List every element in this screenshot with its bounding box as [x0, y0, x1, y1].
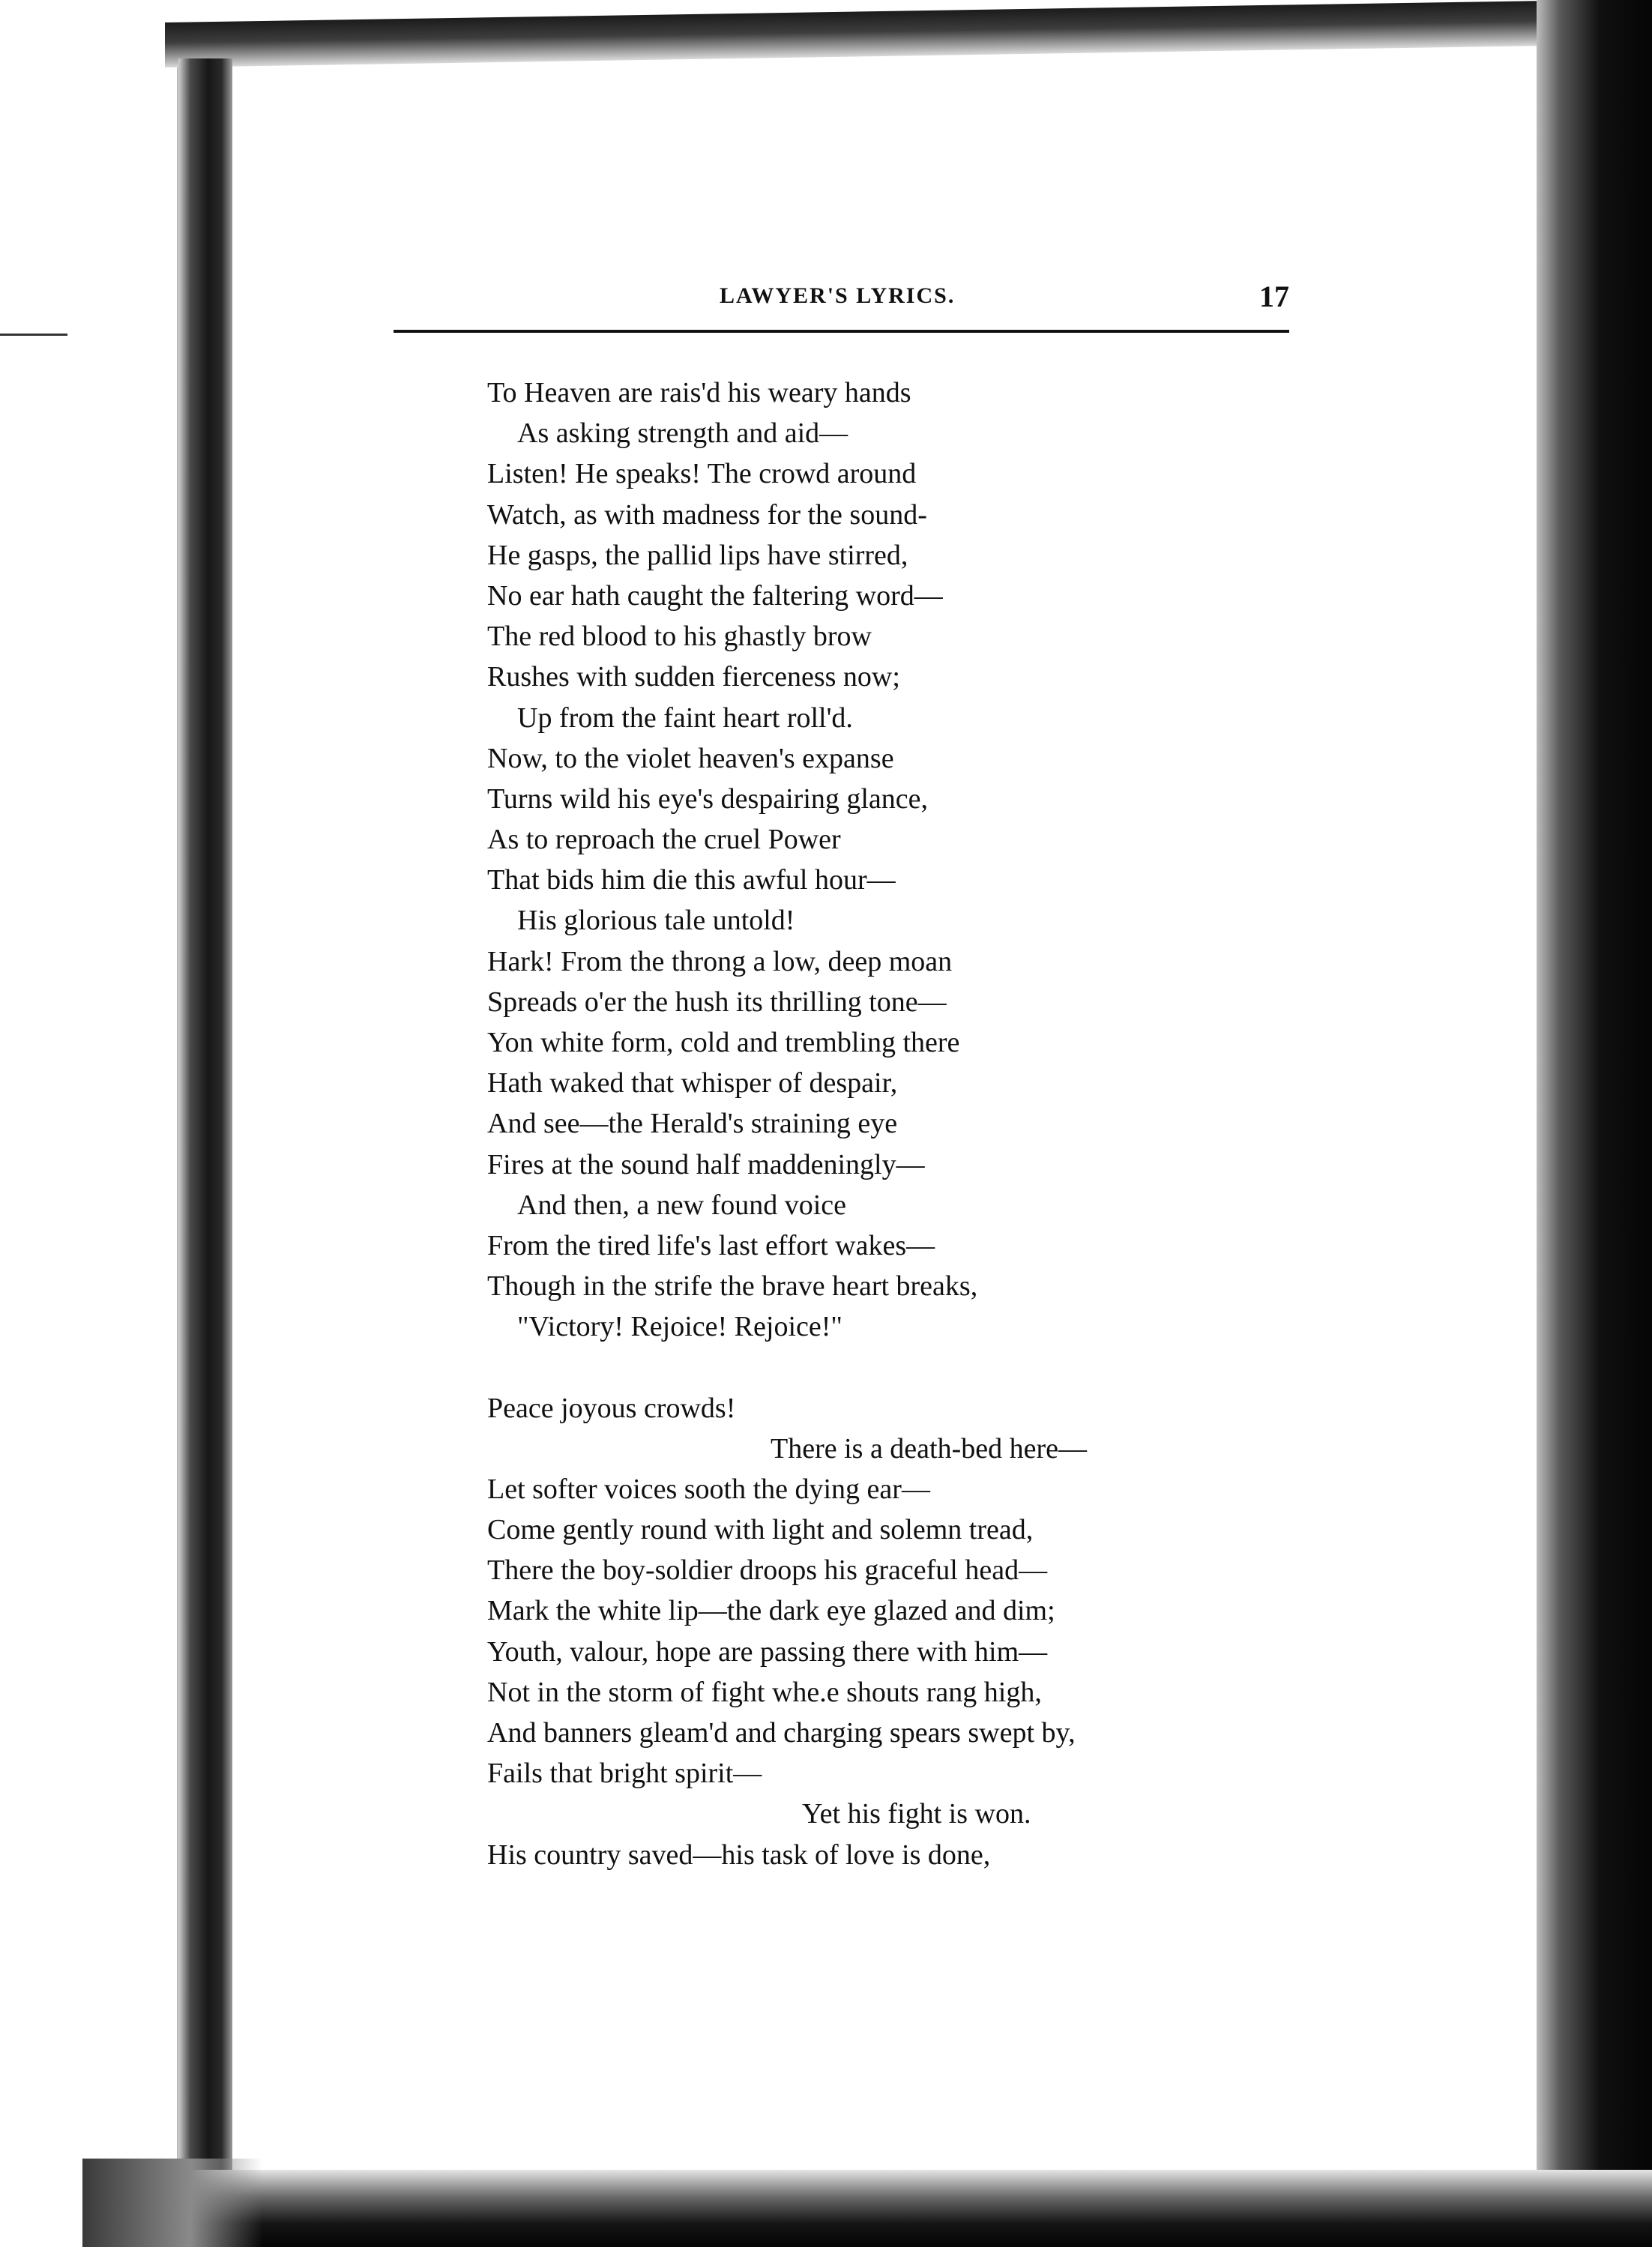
poem-line: Hath waked that whisper of despair, [487, 1067, 898, 1100]
poem-line: He gasps, the pallid lips have stirred, [487, 539, 908, 571]
poem-line: Spreads o'er the hush its thrilling tone— [487, 986, 947, 1018]
poem-line: As asking strength and aid— [517, 417, 848, 450]
right-page-shadow [1537, 0, 1652, 2247]
poem-line: Now, to the violet heaven's expanse [487, 742, 894, 774]
stanza-break [487, 1348, 1312, 1388]
facing-page-edge [0, 60, 178, 2247]
poem-line: Come gently round with light and solemn tread, [487, 1514, 1034, 1546]
poem-line: There the boy-soldier droops his graceful head— [487, 1554, 1048, 1587]
bottom-page-shadow [82, 2170, 1652, 2247]
poem-line: To Heaven are rais'd his weary hands [487, 377, 911, 408]
poem-line: Yet his fight is won. [802, 1798, 1031, 1830]
poem-line: Though in the strife the brave heart breaks, [487, 1270, 978, 1303]
poem-line: His glorious tale untold! [517, 905, 795, 937]
poem-line: And see—the Herald's straining eye [487, 1108, 898, 1140]
poem-line: Watch, as with madness for the sound- [487, 498, 927, 531]
margin-mark [0, 334, 67, 336]
poem-line: No ear hath caught the faltering word— [487, 579, 943, 612]
poem-line: Listen! He speaks! The crowd around [487, 458, 917, 490]
corner-shadow [82, 2159, 262, 2247]
poem-line: There is a death-bed here— [771, 1432, 1088, 1465]
poem-line: As to reproach the cruel Power [487, 824, 841, 856]
header-rule [394, 330, 1289, 333]
poem-line: Fires at the sound half maddeningly— [487, 1148, 925, 1180]
poem-body [487, 373, 1312, 1875]
running-title: LAWYER'S LYRICS. [720, 283, 956, 308]
top-page-shadow [165, 1, 1567, 67]
page-number: 17 [1259, 280, 1289, 313]
book-gutter [178, 58, 232, 2247]
poem-line: Turns wild his eye's despairing glance, [487, 782, 929, 815]
poem-line: And then, a new found voice [517, 1189, 846, 1221]
poem-line: The red blood to his ghastly brow [487, 621, 872, 653]
poem-line: Yon white form, cold and trembling there [487, 1027, 960, 1058]
poem-line: And banners gleam'd and charging spears swept by, [487, 1717, 1076, 1749]
poem-line: Rushes with sudden fierceness now; [487, 661, 900, 693]
poem-line: Hark! From the throng a low, deep moan [487, 945, 953, 977]
poem-line: Peace joyous crowds! [487, 1392, 736, 1424]
poem-line: Not in the storm of fight whe.e shouts rang high, [487, 1676, 1042, 1708]
poem-line: Let softer voices sooth the dying ear— [487, 1473, 930, 1505]
poem-line: Up from the faint heart roll'd. [517, 702, 853, 734]
poem-line: His country saved—his task of love is done, [487, 1839, 991, 1871]
running-head [394, 279, 1289, 324]
poem-line: That bids him die this awful hour— [487, 864, 896, 896]
poem-line: "Victory! Rejoice! Rejoice!" [517, 1311, 842, 1343]
poem-line: Fails that bright spirit— [487, 1758, 762, 1790]
poem-line: Youth, valour, hope are passing there with him— [487, 1635, 1048, 1668]
poem-line: Mark the white lip—the dark eye glazed and dim; [487, 1595, 1055, 1627]
poem-line: From the tired life's last effort wakes— [487, 1229, 935, 1261]
